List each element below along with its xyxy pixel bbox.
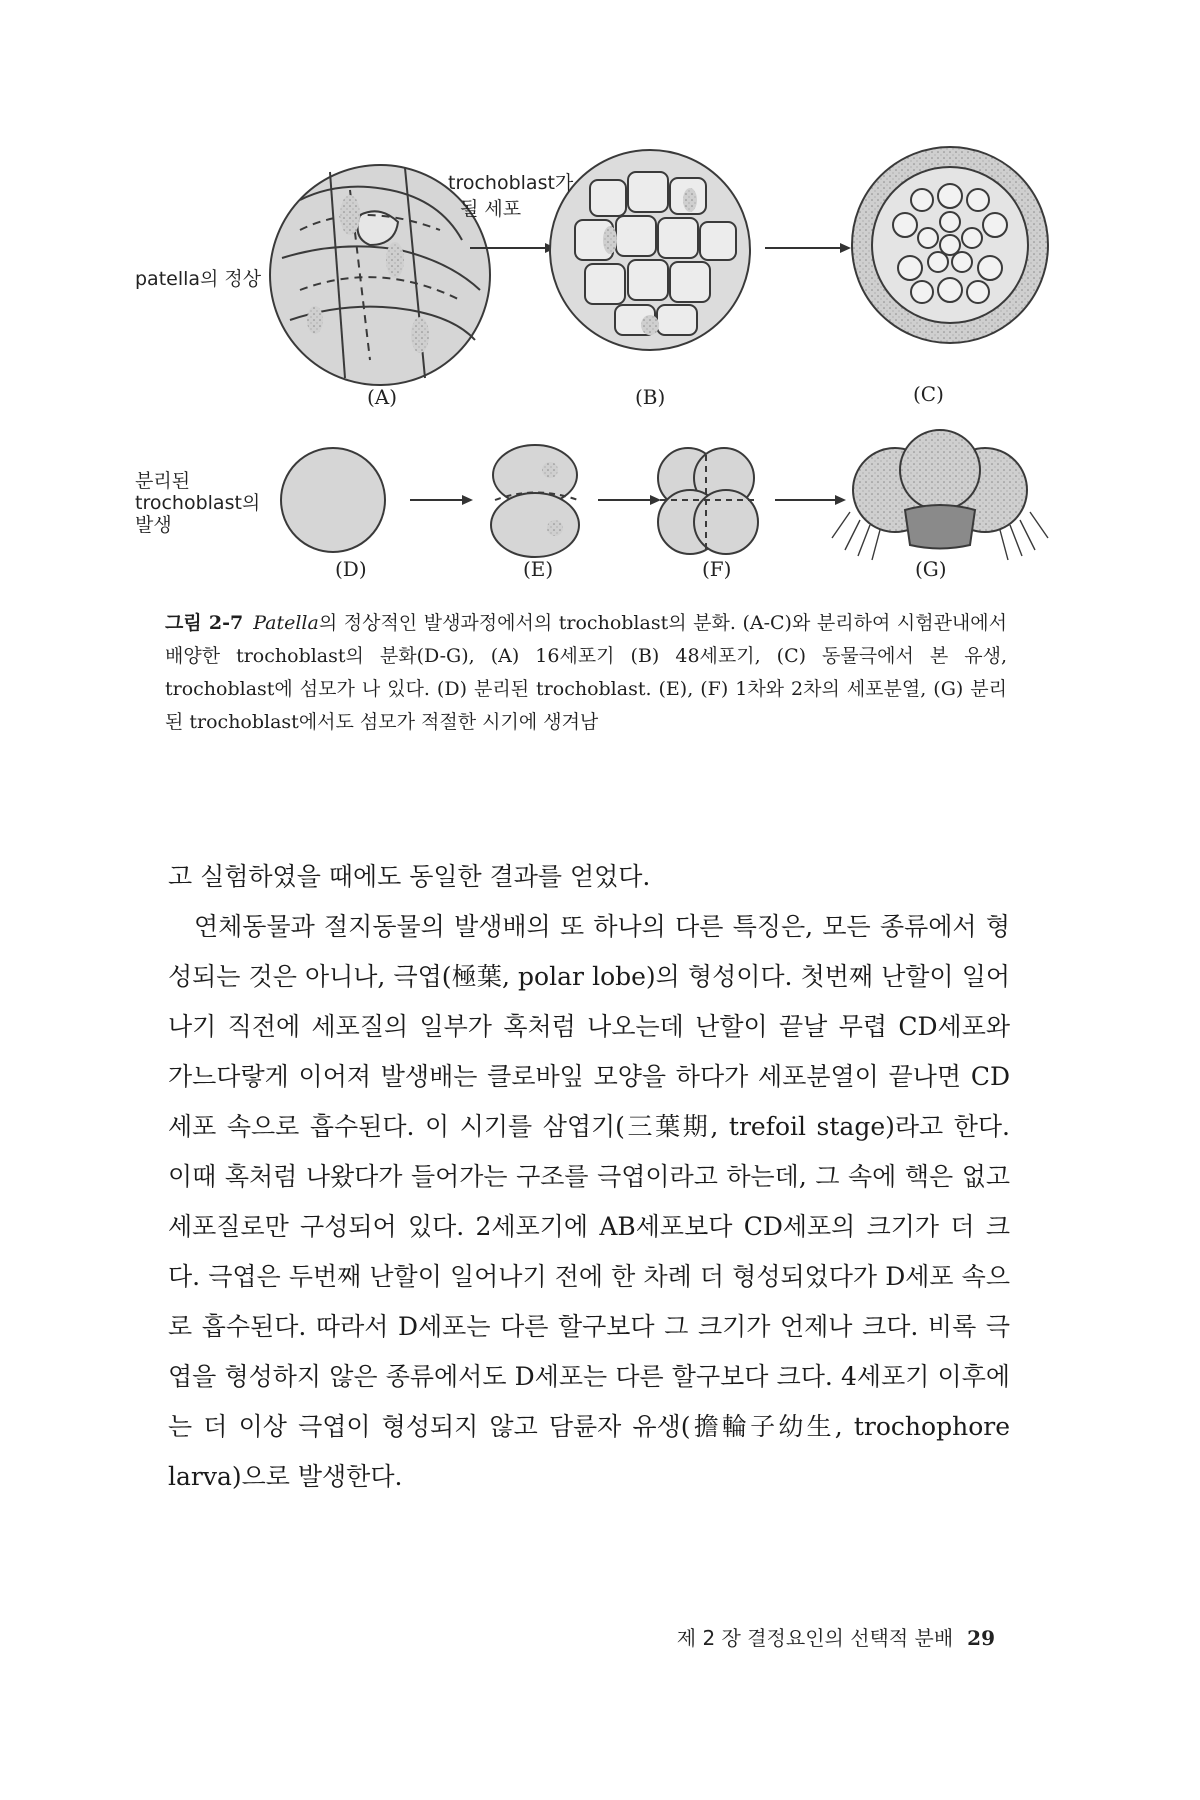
body-paragraph-2: 연체동물과 절지동물의 발생배의 또 하나의 다른 특징은, 모든 종류에서 형성되는 것은 아니나, 극엽(極葉, polar lobe)의 형성이다. 첫번째 난할이 일어나기 직전에 세포질의 일부가 혹처럼 나오는데 난할이 끝날 무렵 CD세포와 가느다랗게 이어져 발생배는 클로바잎 모양을 하다가 세포분열이 끝나면 CD세포 속으로 흡수된다. 이 시기를 삼엽기(三葉期, trefoil stage)라고 한다. 이때 혹처럼 나왔다가 들어가는 구조를 극엽이라고 하는데, 그 속에 핵은 없고 세포질로만 구성되어 있다. 2세포기에 AB세포보다 CD세포의 크기가 더 크다. 극엽은 두번째 난할이 일어나기 전에 한 차례 더 형성되었다가 D세포 속으로 흡수된다. 따라서 D세포는 다른 할구보다 그 크기가 언제나 크다. 비록 극엽을 형성하지 않은 종류에서도 D세포는 다른 할구보다 크다. 4세포기 이후에는 더 이상 극엽이 형성되지 않고 담륜자 유생(擔輪子幼生, trochophore larva)으로 발생한다. — [168, 912, 1010, 1491]
body-paragraph-1: 고 실험하였을 때에도 동일한 결과를 얻었다. — [168, 862, 651, 891]
panel-label-g: (G) — [915, 557, 947, 581]
annotation-line-1: trochoblast가 — [448, 172, 574, 194]
annotation-line-2: 될 세포 — [460, 198, 522, 220]
panel-label-f: (F) — [702, 557, 732, 581]
caption-italic-term: Patella — [253, 612, 319, 634]
cell-e — [491, 445, 579, 557]
panel-label-d: (D) — [335, 557, 367, 581]
row2-label-line-2: trochoblast의 — [135, 492, 261, 514]
row2-label-line-1: 분리된 — [135, 470, 191, 492]
cell-g — [832, 430, 1048, 560]
caption-label: 그림 2-7 — [165, 612, 244, 634]
figure-caption — [165, 607, 1007, 739]
embryo-c — [852, 147, 1048, 343]
panel-label-e: (E) — [523, 557, 554, 581]
row1-label: patella의 정상 — [135, 268, 262, 290]
embryo-b — [550, 150, 750, 350]
page-footer — [677, 1622, 995, 1651]
trochoblast-annotation — [448, 170, 573, 222]
panel-label-b: (B) — [635, 385, 666, 409]
row2-label — [135, 470, 260, 536]
body-text — [168, 852, 1010, 1502]
cell-d — [281, 448, 385, 552]
chapter-title: 제 2 장 결정요인의 선택적 분배 — [676, 1626, 954, 1650]
row2-label-line-3: 발생 — [135, 514, 172, 536]
cell-f — [658, 448, 758, 554]
page-number: 29 — [967, 1626, 995, 1650]
panel-label-a: (A) — [367, 385, 398, 409]
panel-label-c: (C) — [913, 382, 944, 406]
caption-text: 의 정상적인 발생과정에서의 trochoblast의 분화. (A-C)와 분리하여 시험관내에서 배양한 trochoblast의 분화(D-G), (A) 16세포기 (B) 48세포기, (C) 동물극에서 본 유생, trochoblast에 섬모가 나 있다. (D) 분리된 trochoblast. (E), (F) 1차와 2차의 세포분열, (G) 분리된 trochoblast에서도 섬모가 적절한 시기에 생겨남 — [165, 612, 1007, 733]
figure-2-7 — [0, 0, 1200, 600]
